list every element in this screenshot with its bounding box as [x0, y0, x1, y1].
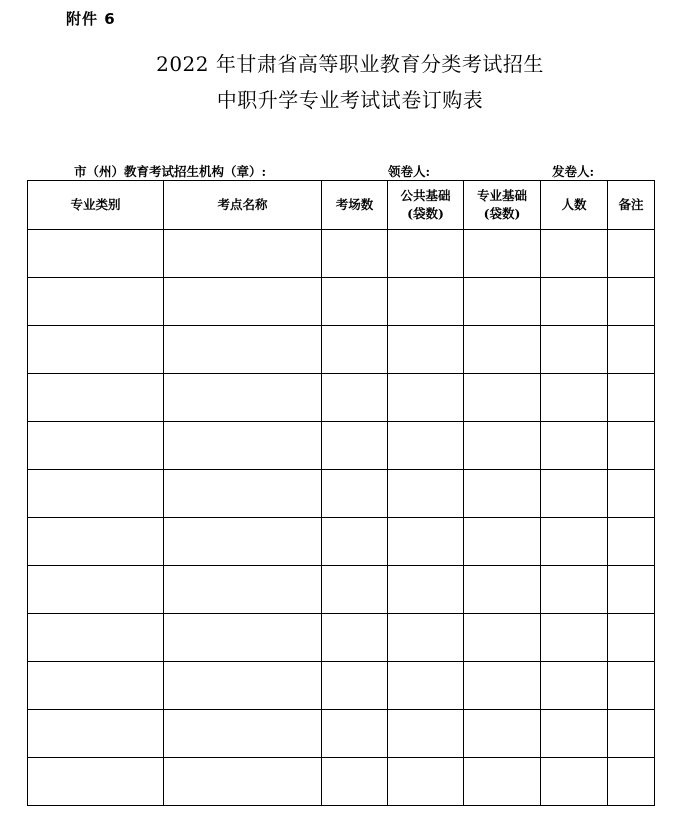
cell-major-category[interactable]: [28, 566, 164, 614]
cell-public-basics[interactable]: [388, 470, 464, 518]
cell-exam-site-name[interactable]: [164, 374, 322, 422]
cell-professional-basics[interactable]: [464, 422, 541, 470]
table-row: [28, 422, 655, 470]
cell-headcount[interactable]: [541, 374, 608, 422]
cell-remarks[interactable]: [608, 566, 655, 614]
cell-exam-room-count[interactable]: [322, 662, 388, 710]
cell-major-category[interactable]: [28, 422, 164, 470]
cell-remarks[interactable]: [608, 374, 655, 422]
col-header-headcount: [541, 181, 608, 230]
cell-exam-site-name[interactable]: [164, 230, 322, 278]
cell-remarks[interactable]: [608, 422, 655, 470]
table-body: [28, 230, 655, 806]
cell-headcount[interactable]: [541, 518, 608, 566]
cell-professional-basics[interactable]: [464, 758, 541, 806]
cell-major-category[interactable]: [28, 326, 164, 374]
cell-major-category[interactable]: [28, 470, 164, 518]
cell-exam-room-count[interactable]: [322, 614, 388, 662]
cell-public-basics[interactable]: [388, 758, 464, 806]
table-row: [28, 518, 655, 566]
cell-professional-basics[interactable]: [464, 614, 541, 662]
cell-professional-basics[interactable]: [464, 374, 541, 422]
table-row: [28, 374, 655, 422]
cell-exam-site-name[interactable]: [164, 518, 322, 566]
col-header-exam-site-name: [164, 181, 322, 230]
cell-public-basics[interactable]: [388, 422, 464, 470]
cell-professional-basics[interactable]: [464, 566, 541, 614]
col-header-subtext: (袋数): [483, 206, 521, 221]
cell-exam-room-count[interactable]: [322, 566, 388, 614]
cell-exam-site-name[interactable]: [164, 710, 322, 758]
cell-major-category[interactable]: [28, 278, 164, 326]
cell-exam-room-count[interactable]: [322, 518, 388, 566]
cell-exam-room-count[interactable]: [322, 278, 388, 326]
cell-remarks[interactable]: [608, 662, 655, 710]
cell-professional-basics[interactable]: [464, 326, 541, 374]
cell-exam-room-count[interactable]: [322, 470, 388, 518]
cell-professional-basics[interactable]: [464, 470, 541, 518]
cell-public-basics[interactable]: [388, 566, 464, 614]
col-header-text: 考点名称: [217, 197, 268, 212]
cell-exam-site-name[interactable]: [164, 326, 322, 374]
table-row: [28, 758, 655, 806]
table-row: [28, 662, 655, 710]
col-header-text: 备注: [618, 197, 644, 212]
cell-exam-site-name[interactable]: [164, 470, 322, 518]
col-header-text: 专业基础: [476, 188, 527, 203]
cell-professional-basics[interactable]: [464, 278, 541, 326]
cell-exam-room-count[interactable]: [322, 758, 388, 806]
cell-headcount[interactable]: [541, 710, 608, 758]
cell-remarks[interactable]: [608, 326, 655, 374]
col-header-major-category: [28, 181, 164, 230]
cell-remarks[interactable]: [608, 710, 655, 758]
cell-exam-site-name[interactable]: [164, 278, 322, 326]
document-subtitle: 中职升学专业考试试卷订购表: [216, 88, 484, 112]
cell-headcount[interactable]: [541, 470, 608, 518]
cell-remarks[interactable]: [608, 518, 655, 566]
document-title: 2022 年甘肃省高等职业教育分类考试招生: [156, 52, 544, 76]
cell-remarks[interactable]: [608, 758, 655, 806]
cell-remarks[interactable]: [608, 278, 655, 326]
cell-professional-basics[interactable]: [464, 518, 541, 566]
cell-headcount[interactable]: [541, 614, 608, 662]
cell-remarks[interactable]: [608, 614, 655, 662]
cell-exam-room-count[interactable]: [322, 422, 388, 470]
cell-headcount[interactable]: [541, 278, 608, 326]
cell-major-category[interactable]: [28, 758, 164, 806]
cell-public-basics[interactable]: [388, 518, 464, 566]
col-header-remarks: [608, 181, 655, 230]
cell-exam-site-name[interactable]: [164, 614, 322, 662]
table-header-row: [28, 181, 655, 230]
cell-major-category[interactable]: [28, 614, 164, 662]
cell-exam-site-name[interactable]: [164, 662, 322, 710]
cell-exam-room-count[interactable]: [322, 230, 388, 278]
issuer-label: 发卷人:: [552, 164, 595, 179]
table-row: [28, 326, 655, 374]
cell-public-basics[interactable]: [388, 230, 464, 278]
cell-major-category[interactable]: [28, 374, 164, 422]
cell-exam-room-count[interactable]: [322, 374, 388, 422]
col-header-public-basics: [388, 181, 464, 230]
table-row: [28, 614, 655, 662]
cell-remarks[interactable]: [608, 230, 655, 278]
col-header-text: 人数: [561, 197, 587, 212]
cell-headcount[interactable]: [541, 230, 608, 278]
cell-major-category[interactable]: [28, 662, 164, 710]
cell-exam-room-count[interactable]: [322, 710, 388, 758]
col-header-text: 专业类别: [70, 197, 121, 212]
cell-professional-basics[interactable]: [464, 230, 541, 278]
table-row: [28, 230, 655, 278]
table-row: [28, 710, 655, 758]
receiver-label: 领卷人:: [388, 164, 431, 179]
col-header-text: 公共基础: [400, 188, 451, 203]
cell-exam-site-name[interactable]: [164, 422, 322, 470]
cell-headcount[interactable]: [541, 662, 608, 710]
cell-public-basics[interactable]: [388, 614, 464, 662]
col-header-exam-room-count: [322, 181, 388, 230]
cell-major-category[interactable]: [28, 710, 164, 758]
cell-headcount[interactable]: [541, 326, 608, 374]
cell-public-basics[interactable]: [388, 278, 464, 326]
cell-headcount[interactable]: [541, 422, 608, 470]
cell-exam-room-count[interactable]: [322, 326, 388, 374]
cell-headcount[interactable]: [541, 758, 608, 806]
cell-exam-site-name[interactable]: [164, 566, 322, 614]
table-row: [28, 278, 655, 326]
cell-headcount[interactable]: [541, 566, 608, 614]
col-header-text: 考场数: [335, 197, 374, 212]
institution-seal-label: 市（州）教育考试招生机构（章）:: [74, 164, 267, 179]
cell-public-basics[interactable]: [388, 326, 464, 374]
cell-professional-basics[interactable]: [464, 662, 541, 710]
cell-public-basics[interactable]: [388, 374, 464, 422]
cell-remarks[interactable]: [608, 470, 655, 518]
cell-exam-site-name[interactable]: [164, 758, 322, 806]
order-table: [27, 180, 655, 806]
cell-public-basics[interactable]: [388, 662, 464, 710]
cell-professional-basics[interactable]: [464, 710, 541, 758]
table-row: [28, 470, 655, 518]
cell-major-category[interactable]: [28, 230, 164, 278]
col-header-professional-basics: [464, 181, 541, 230]
cell-public-basics[interactable]: [388, 710, 464, 758]
col-header-subtext: (袋数): [407, 206, 444, 221]
attachment-label: 附件 6: [66, 10, 116, 28]
table-row: [28, 566, 655, 614]
cell-major-category[interactable]: [28, 518, 164, 566]
